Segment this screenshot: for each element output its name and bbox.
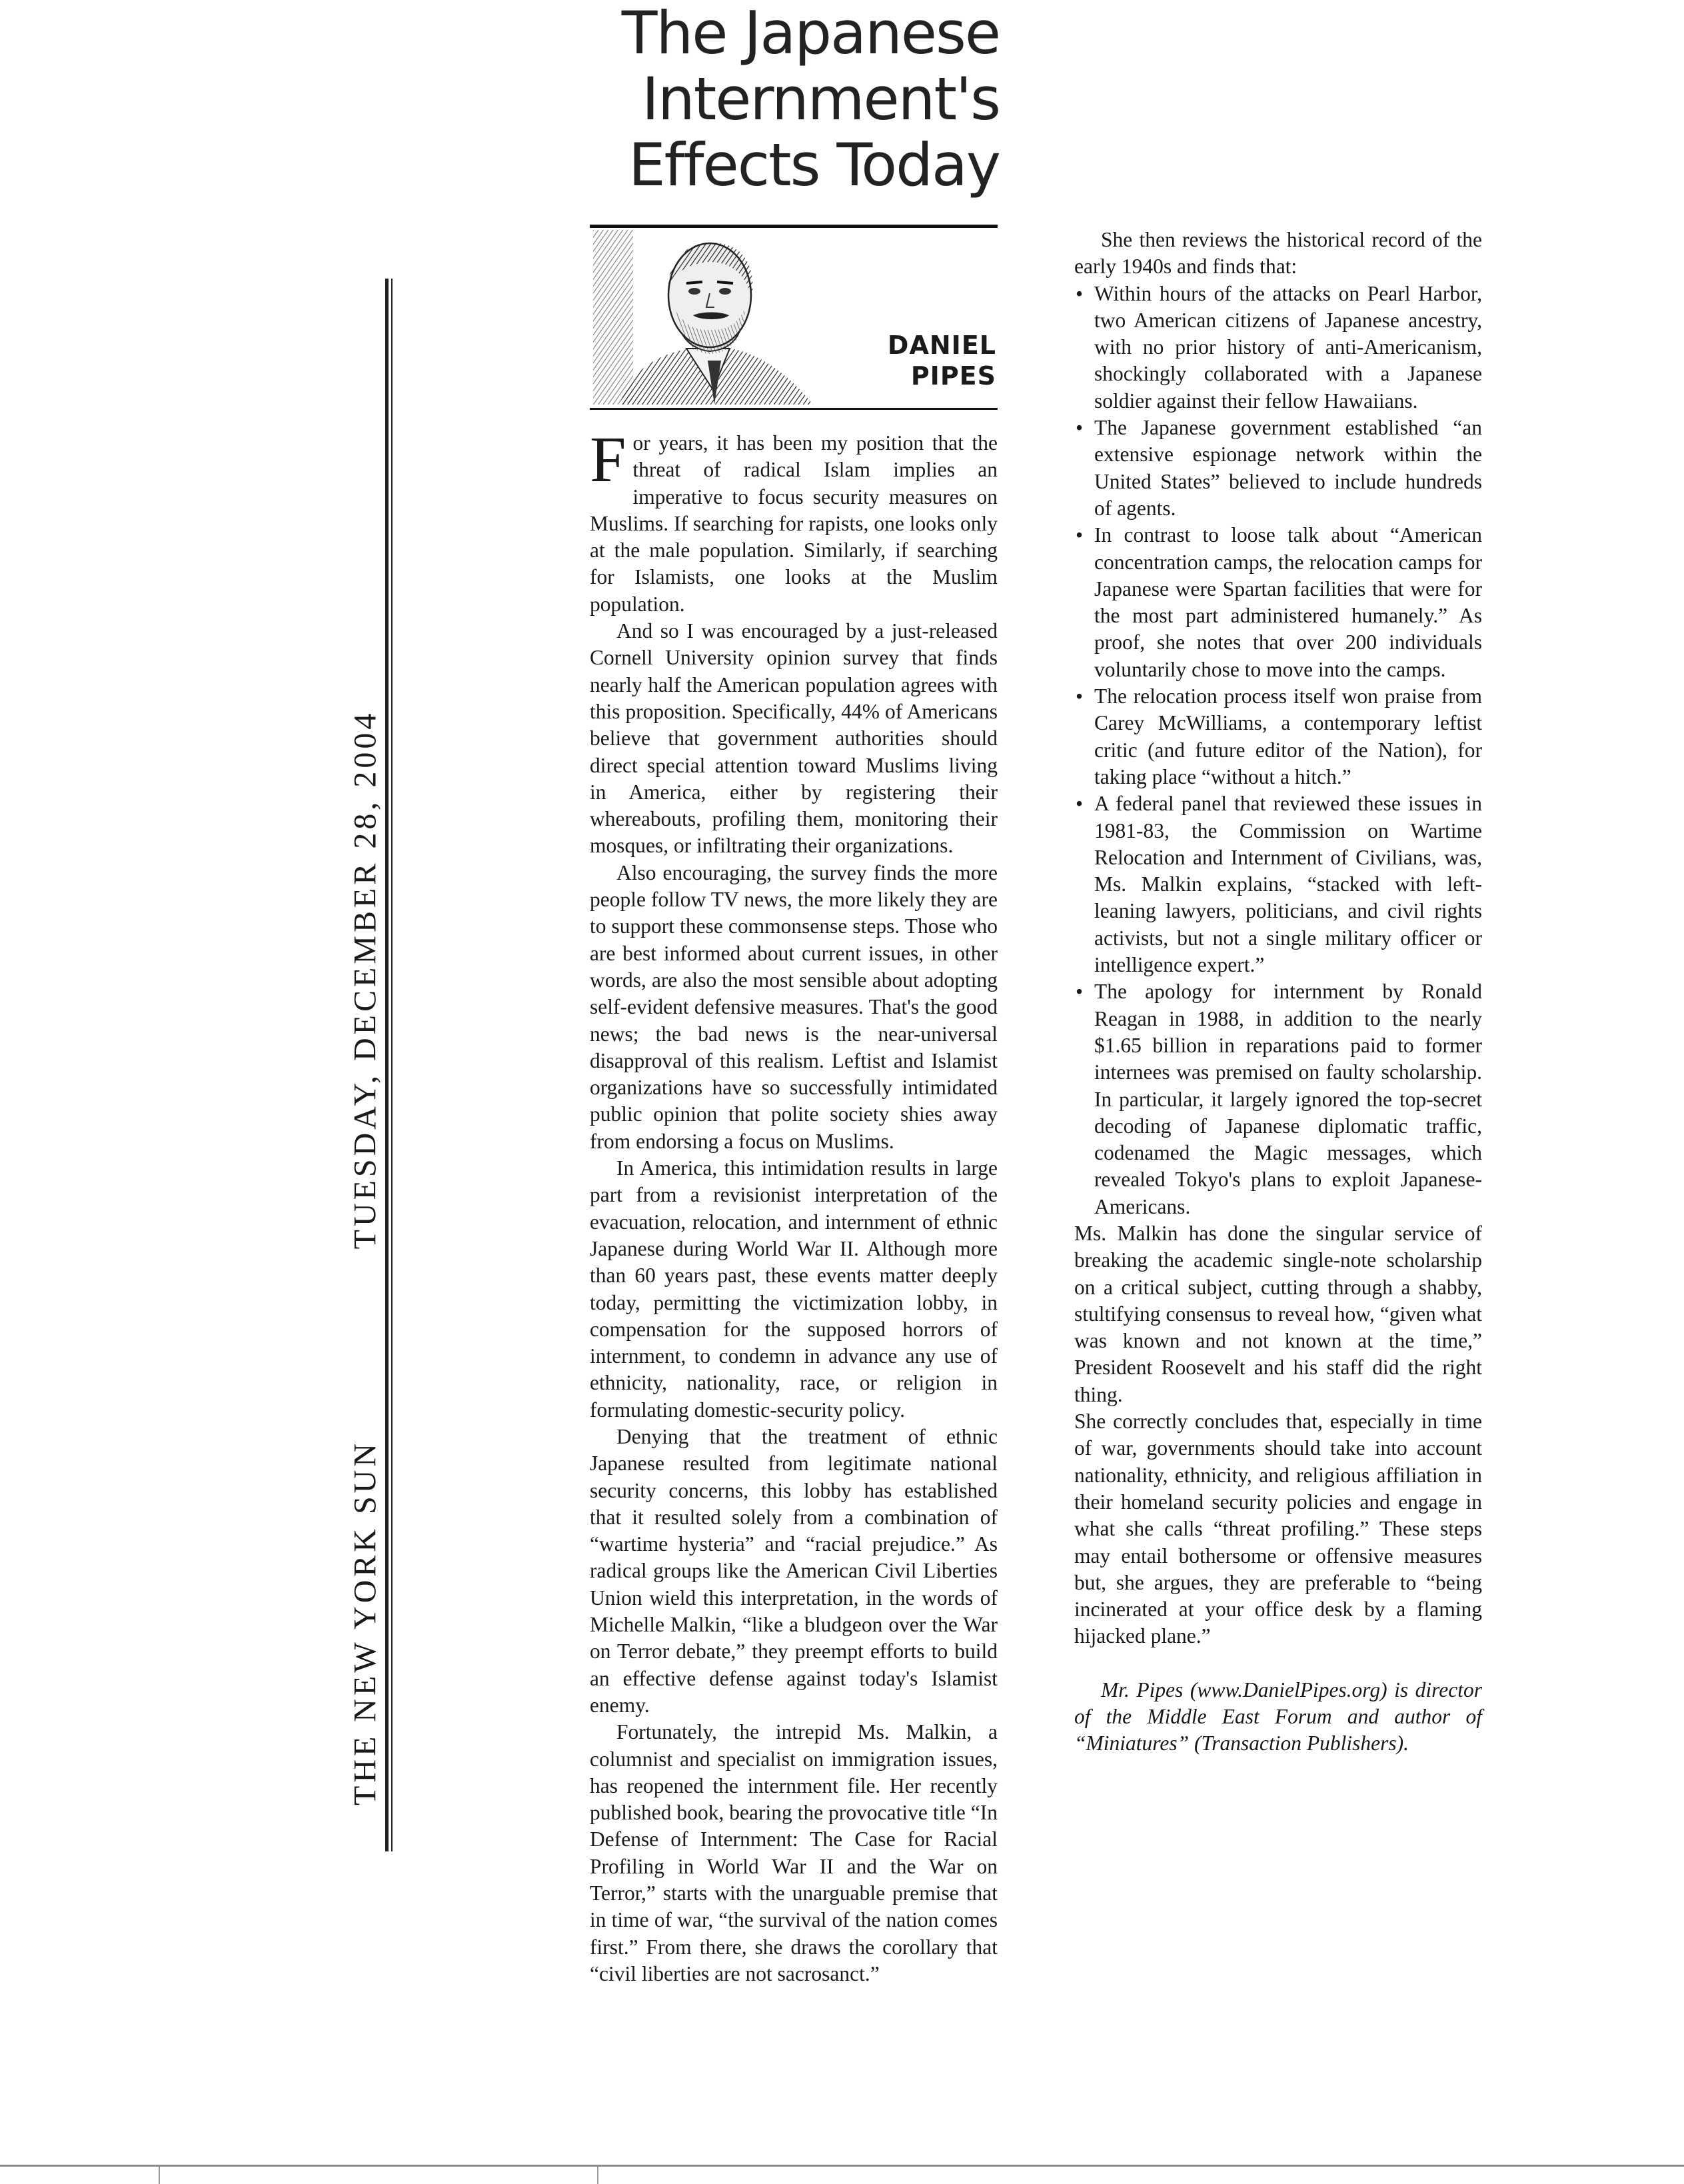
headline-rule <box>590 225 998 228</box>
paragraph-4: In America, this intimidation results in large part from a revisionist interpretation of the evacuation, relocation, and internment of ethnic Japanese during World War II. Although more than 60 years past, these events matter deeply today, permitting the victimization lobby, in compensation for the supposed horrors of internment, to condemn in advance any use of ethnicity, nationality, race, or religion in formulating domestic-security policy. <box>590 1156 998 1422</box>
author-signoff: Mr. Pipes (www.DanielPipes.org) is director of the Middle East Forum and author of “Miniatures” (Transaction Publishers). <box>1074 1677 1482 1755</box>
paragraph-5: Denying that the treatment of ethnic Japanese resulted from legitimate national security concerns, this lobby has established that it resulted solely from a combination of “wartime hysteria” and “racial prejudice.” As radical groups like the American Civil Liberties Union wield this interpretation, in the words of Michelle Malkin, “like a bludgeon over the War on Terror debate,” they preempt efforts to build an effective defense against today's Islamist enemy. <box>590 1424 998 1717</box>
scan-edge-tick <box>597 2167 598 2184</box>
byline-first-name: DANIEL <box>887 331 996 360</box>
byline-rule <box>590 408 998 410</box>
masthead-paper-name: THE NEW YORK SUN <box>347 1440 383 1805</box>
byline-last-name: PIPES <box>910 361 996 391</box>
headline-line-1: The Japanese <box>621 0 1000 67</box>
paragraph-9: She correctly concludes that, especially in time of war, governments should take into account nationality, ethnicity, and religious affiliation in their homeland security policies and engage in what she calls “threat profiling.” These steps may entail bothersome or offensive measures but, she argues, they are preferable to “being incinerated at your office desk by a flaming hijacked plane.” <box>1074 1410 1482 1648</box>
headline-line-2: Internment's <box>642 65 1000 133</box>
list-item: • The Japanese government established “an extensive espionage network within the United States” believed to include hundreds of agents. <box>1074 415 1482 522</box>
paragraph-6: Fortunately, the intrepid Ms. Malkin, a columnist and specialist on immigration issues, has reopened the internment file. Her recently published book, bearing the provocative title “In Defense of Internment: The Case for Racial Profiling in World War II and the War on Terror,” starts with the unarguable premise that in time of war, “the survival of the nation comes first.” From there, she draws the corollary that “civil liberties are not sacrosanct.” <box>590 1720 998 1985</box>
paragraph-3: Also encouraging, the survey finds the more people follow TV news, the more likely they are to support these commonsense steps. Those who are best informed about current issues, in other words, are also the most sensible about adopting self-evident defensive measures. That's the good news; the bad news is the near-universal disapproval of this realism. Leftist and Islamist organizations have so successfully intimidated public opinion that polite society shies away from endorsing a focus on Muslims. <box>590 860 998 1153</box>
masthead <box>347 710 384 1250</box>
masthead-paper-wrap <box>347 1440 384 1805</box>
list-item: • The apology for internment by Ronald Reagan in 1988, in addition to the nearly $1.65 billion in reparations paid to former internees was premised on faulty scholarship. In particular, it largely ignored the top-secret decoding of Japanese diplomatic traffic, codenamed the Magic messages, which revealed Tokyo's plans to exploit Japanese-Americans. <box>1074 978 1482 1220</box>
list-item: • A federal panel that reviewed these issues in 1981-83, the Commission on Wartime Relocation and Internment of Civilians, was, Ms. Malkin explains, “stacked with left-leaning lawyers, politicians, and civil rights activists, but not a single military officer or intelligence expert.” <box>1074 790 1482 978</box>
article-column-1 <box>590 424 998 1987</box>
paragraph-1 <box>590 424 998 618</box>
headline-line-3: Effects Today <box>628 131 1000 199</box>
list-item: • Within hours of the attacks on Pearl Harbor, two American citizens of Japanese ancestry, with no prior history of anti-Americanism, shockingly collaborated with a Japanese soldier against their fellow Hawaiians. <box>1074 281 1482 415</box>
findings-list <box>1074 281 1482 1220</box>
scan-edge-tick <box>159 2167 160 2184</box>
paragraph-7: She then reviews the historical record of the early 1940s and finds that: <box>1074 228 1482 279</box>
masthead-date: TUESDAY, DECEMBER 28, 2004 <box>347 710 383 1250</box>
list-item: • The relocation process itself won praise from Carey McWilliams, a contemporary leftist critic (and future editor of the Nation), for taking place “without a hitch.” <box>1074 683 1482 790</box>
paragraph-8: Ms. Malkin has done the singular service of breaking the academic single-note scholarship on a critical subject, cutting through a shabby, stultifying consensus to reveal how, “given what was known and not known at the time,” President Roosevelt and his staff did the right thing. <box>1074 1221 1482 1406</box>
paragraph-2: And so I was encouraged by a just-released Cornell University opinion survey that finds nearly half the American population agrees with this proposition. Specifically, 44% of Americans believe that government authorities should direct special attention toward Muslims living in America, either by registering their whereabouts, profiling them, monitoring their mosques, or infiltrating their organizations. <box>590 619 998 858</box>
article-column-2 <box>1074 227 1482 1757</box>
scan-edge-line <box>0 2165 1684 2167</box>
author-photo <box>593 230 840 405</box>
paragraph-1-text: or years, it has been my position that the threat of radical Islam implies an imperative to focus security measures on Muslims. If searching for rapists, one looks only at the male population. Similarly, if searching for Islamists, one looks at the Muslim population. <box>590 431 998 616</box>
headline <box>586 0 1000 198</box>
masthead-rule-thin <box>391 279 393 1851</box>
drop-cap: F <box>590 424 626 496</box>
byline <box>846 330 996 391</box>
list-item: • In contrast to loose talk about “American concentration camps, the relocation camps for Japanese were Spartan facilities that were for the most part administered humanely.” As proof, she notes that over 200 individuals voluntarily chose to move into the camps. <box>1074 522 1482 683</box>
masthead-rule <box>385 279 389 1851</box>
